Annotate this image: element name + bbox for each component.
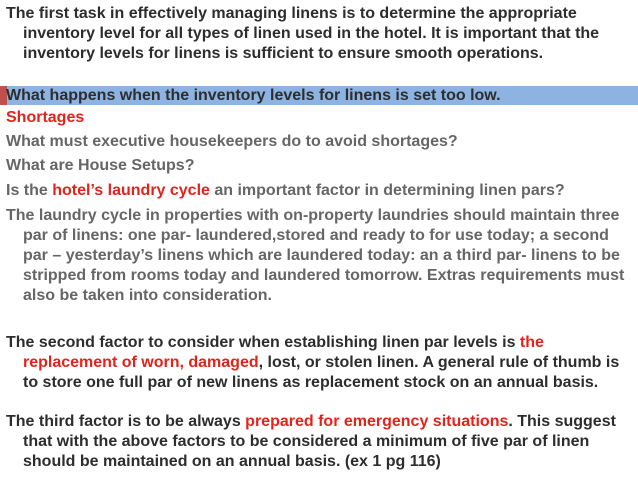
highlighted-text: hotel’s laundry cycle xyxy=(52,182,210,199)
paragraph-laundry-cycle: The laundry cycle in properties with on-property laundries should maintain three par of linens: one par- laundered,stored and ready to for use today; a second par – yesterday’s linens which are laundered today: an a third par- linens to be stripped from rooms today and laundered tomorrow. Extras requirements must also be taken into consideration. xyxy=(6,207,625,304)
paragraph-inventory-too-low: What happens when the inventory levels for linens is set too low. xyxy=(6,87,501,104)
paragraph-house-setups: What are House Setups? xyxy=(6,157,195,174)
text-segment: Is the xyxy=(6,182,53,199)
text-segment: an important factor in determining linen pars? xyxy=(209,182,565,199)
paragraph-avoid-shortages: What must executive housekeepers do to avoid shortages? xyxy=(6,133,458,150)
text-segment: , lost, or stolen linen. A general rule of thumb is to store one full par of new linens as replacement stock on an annual basis. xyxy=(23,354,620,391)
text-segment: . This suggest that with the above factors to be considered a minimum of five par of linen should be maintained on an annual basis. (ex 1 pg 116) xyxy=(23,413,616,470)
paragraph-third-factor xyxy=(6,412,634,472)
highlighted-text: prepared for emergency situations xyxy=(245,413,509,430)
paragraph-laundry-cycle-question xyxy=(6,181,634,201)
highlighted-text: the replacement of worn, damaged xyxy=(23,334,544,371)
paragraph-shortages: Shortages xyxy=(6,109,85,126)
paragraph-second-factor xyxy=(6,333,634,393)
text-segment: The third factor is to be always xyxy=(6,413,246,430)
paragraph-inventory-level: The first task in effectively managing linens is to determine the appropriate inventory level for all types of linen used in the hotel. It is important that the inventory levels for linens is sufficient to ensure smooth operations. xyxy=(6,5,600,62)
text-segment: The second factor to consider when establishing linen par levels is xyxy=(6,334,520,351)
